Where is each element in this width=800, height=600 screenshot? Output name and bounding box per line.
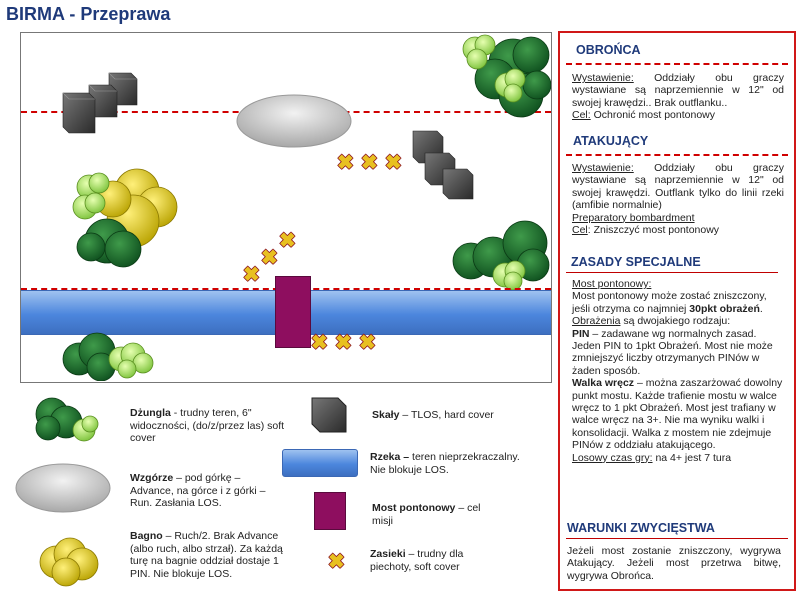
legend-jungle: Dżungla - trudny teren, 6" widoczności, (do/z/przez las) soft cover xyxy=(130,407,285,444)
wire-icon[interactable]: ✖ xyxy=(243,264,260,286)
river-icon xyxy=(282,449,358,477)
page-title: BIRMA - Przeprawa xyxy=(6,4,171,24)
attacker-heading: ATAKUJĄCY xyxy=(573,134,649,148)
wire-icon[interactable]: ✖ xyxy=(359,332,376,354)
wire-icon: ✖ xyxy=(328,551,345,573)
swamp-icon xyxy=(36,534,102,588)
defender-text: Wystawienie: Oddziały obu graczy wystawiane są naprzemiennie w 12" od swojej krawędzi.. Brak outflanku.. Cel: Ochronić most pontonowy xyxy=(572,72,784,122)
victory-text: Jeżeli most zostanie zniszczony, wygrywa Atakujący. Jeżeli most przetrwa bitwę, wygrywa Obrońca. xyxy=(567,545,781,582)
special-rules-text: Most pontonowy: Most pontonowy może zostać zniszczony, jeśli otrzyma co najmniej 30pkt obrażeń. Obrażenia są dwojakiego rodzaju: PIN – zadawane wg normalnych zasad. Jeden PIN to 1pkt Obrażeń. Most nie może zmniejszyć liczby otrzymanych PINów w żaden sposób. Walka wręcz – można zaszarżować dowolny punkt mostu. Każde trafienie mostu w walce wręcz to 1 pkt Obrażeń. Most jest trafiany w walce wręcz na 3+. Nie ma wyniku walki i konsolidacji. Walka z mostem nie zdejmuje PINów z oddziału atakującego. Losowy czas gry: na 4+ jest 7 tura xyxy=(572,278,783,464)
defender-divider xyxy=(566,63,788,65)
wire-icon[interactable]: ✖ xyxy=(335,332,352,354)
legend-rocks: Skały – TLOS, hard cover xyxy=(372,409,494,421)
legend-river: Rzeka – teren nieprzekraczalny. Nie blokuje LOS. xyxy=(370,451,520,476)
wire-icon[interactable]: ✖ xyxy=(311,332,328,354)
jungle-icon[interactable] xyxy=(61,329,161,381)
rock-icon[interactable] xyxy=(409,127,475,201)
legend-swamp: Bagno – Ruch/2. Brak Advance (albo ruch, albo strzał). Za każdą turę na bagnie oddział dostaje 1 PIN. Nie blokuje LOS. xyxy=(130,530,283,580)
rock-icon xyxy=(310,394,350,434)
jungle-icon[interactable] xyxy=(455,33,551,131)
hill-icon xyxy=(14,462,112,514)
defender-heading: OBROŃCA xyxy=(576,43,641,57)
attacker-divider xyxy=(566,154,788,156)
wire-icon[interactable]: ✖ xyxy=(337,152,354,174)
jungle-icon xyxy=(30,394,100,446)
victory-heading: WARUNKI ZWYCIĘSTWA xyxy=(567,521,715,535)
legend-wire: Zasieki – trudny dla piechoty, soft cover xyxy=(370,548,464,573)
wire-icon[interactable]: ✖ xyxy=(261,247,278,269)
battle-map xyxy=(20,32,552,383)
legend-hill: Wzgórze – pod górkę – Advance, na górce i z górki – Run. Zasłania LOS. xyxy=(130,472,266,509)
jungle-icon[interactable] xyxy=(449,217,551,293)
pontoon-bridge-icon xyxy=(314,492,346,530)
pontoon-bridge-icon[interactable] xyxy=(275,276,311,348)
victory-divider xyxy=(566,538,788,539)
wire-icon[interactable]: ✖ xyxy=(361,152,378,174)
hill-icon[interactable] xyxy=(235,93,353,149)
special-divider xyxy=(566,272,778,273)
swamp-icon[interactable] xyxy=(67,163,185,275)
rock-icon[interactable] xyxy=(61,67,141,135)
legend-bridge: Most pontonowy – cel misji xyxy=(372,502,481,527)
special-rules-heading: ZASADY SPECJALNE xyxy=(571,255,701,269)
attacker-text: Wystawienie: Oddziały obu graczy wystawiane są naprzemiennie w 12" od swojej krawędzi. Outflank tylko do linii rzeki (amfibie normalnie) Preparatory bombardment Cel: Zniszczyć most pontonowy xyxy=(572,162,784,237)
wire-icon[interactable]: ✖ xyxy=(279,230,296,252)
wire-icon[interactable]: ✖ xyxy=(385,152,402,174)
